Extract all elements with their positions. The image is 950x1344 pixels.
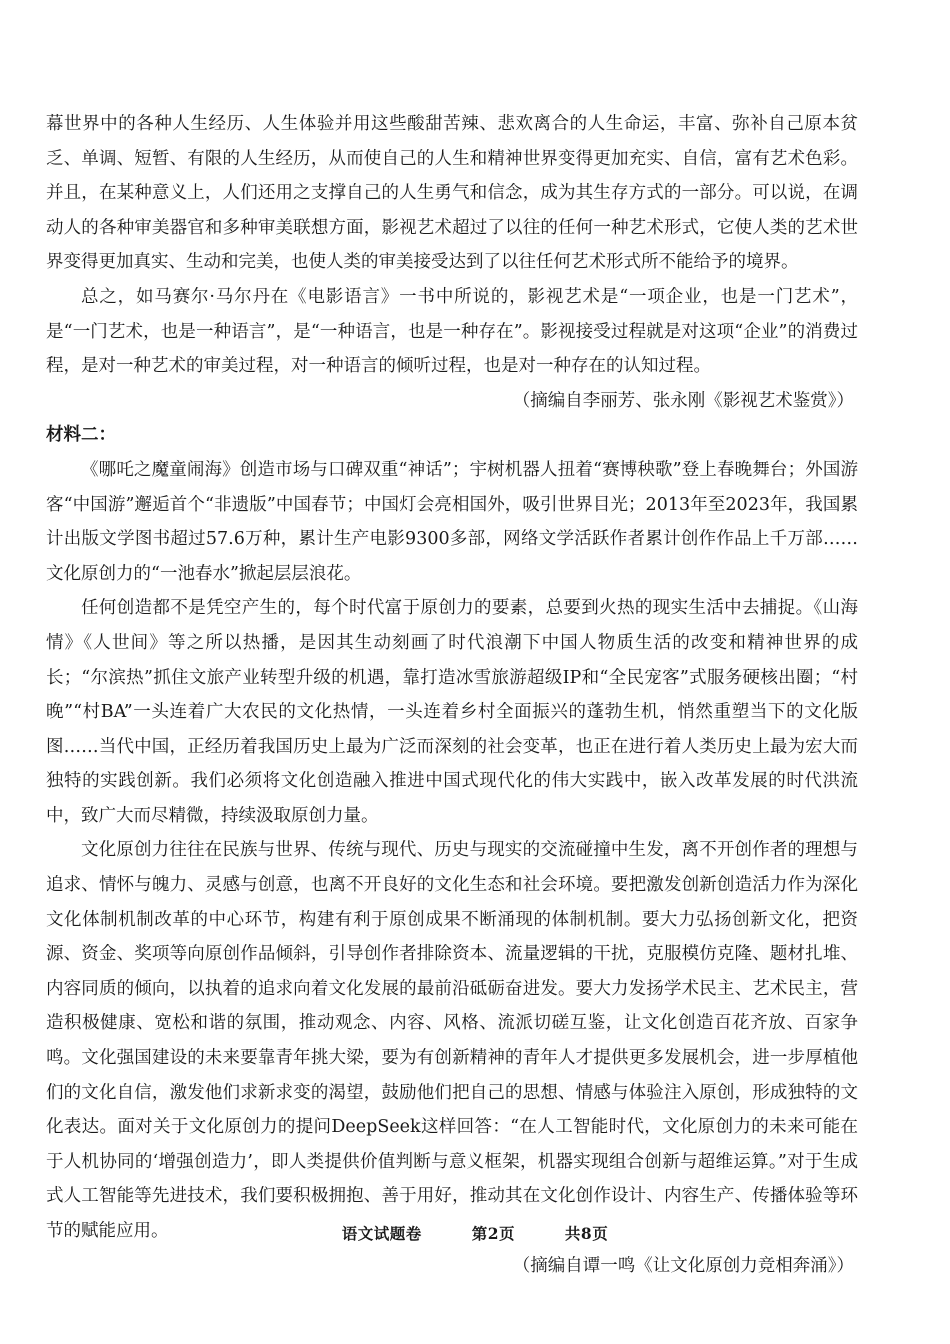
material-one-paragraph-continued: 幕世界中的各种人生经历、人生体验并用这些酸甜苦辣、悲欢离合的人生命运，丰富、弥补自己原本贫乏、单调、短暂、有限的人生经历，从而使自己的人生和精神世界变得更加充实、自信，富有艺术色彩。并且，在某种意义上，人们还用之支撑自己的人生勇气和信念，成为其生存方式的一部分。可以说，在调动人的各种审美器官和多种审美联想方面，影视艺术超过了以往的任何一种艺术形式，它使人类的艺术世界变得更加真实、生动和完美，也使人类的审美接受达到了以往任何艺术形式所不能给予的境界。 [46, 114, 858, 273]
material-two-paragraph-2: 任何创造都不是凭空产生的，每个时代富于原创力的要素，总要到火热的现实生活中去捕捉。《山海情》《人世间》等之所以热播，是因其生动刻画了时代浪潮下中国人物质生活的改变和精神世界的成长；“尔滨热”抓住文旅产业转型升级的机遇，靠打造冰雪旅游超级IP和“全民宠客”式服务硬核出圈；“村晚”“村BA”一头连着广大农民的文化热情，一头连着乡村全面振兴的蓬勃生机，悄然重塑当下的文化版图……当代中国，正经历着我国历史上最为广泛而深刻的社会变革，也正在进行着人类历史上最为宏大而独特的实践创新。我们必须将文化创造融入推进中国式现代化的伟大实践中，嵌入改革发展的时代洪流中，致广大而尽精微，持续汲取原创力量。 [46, 598, 858, 826]
exam-page-body [46, 107, 858, 1283]
material-one-conclusion-paragraph: 总之，如马赛尔·马尔丹在《电影语言》一书中所说的，影视艺术是“一项企业，也是一门艺术”，是“一门艺术，也是一种语言”，是“一种语言，也是一种存在”。影视接受过程就是对这项“企业”的消费过程，是对一种艺术的审美过程，对一种语言的倾听过程，也是对一种存在的认知过程。 [46, 286, 858, 377]
footer-subject: 语文试题卷 [341, 1224, 422, 1243]
footer-page-number: 第2页 [471, 1224, 515, 1243]
material-two-heading: 材料二： [46, 425, 116, 446]
material-two-paragraph-1: 《哪吒之魔童闹海》创造市场与口碑双重“神话”；宇树机器人扭着“赛博秧歌”登上春晚舞台；外国游客“中国游”邂逅首个“非遗版”中国春节；中国灯会亮相国外，吸引世界目光；2013年至2023年，我国累计出版文学图书超过57.6万种，累计生产电影9300多部，网络文学活跃作者累计创作作品上千万部……文化原创力的“一池春水”掀起层层浪花。 [46, 459, 858, 584]
page-footer [0, 1222, 950, 1244]
material-two-source-citation: （摘编自谭一鸣《让文化原创力竞相奔涌》） [512, 1255, 854, 1276]
material-two-paragraph-3: 文化原创力往往在民族与世界、传统与现代、历史与现实的交流碰撞中生发，离不开创作者的理想与追求、情怀与魄力、灵感与创意，也离不开良好的文化生态和社会环境。要把激发创新创造活力作为深化文化体制机制改革的中心环节，构建有利于原创成果不断涌现的体制机制。要大力弘扬创新文化，把资源、资金、奖项等向原创作品倾斜，引导创作者排除资本、流量逻辑的干扰，克服模仿克隆、题材扎堆、内容同质的倾向，以执着的追求向着文化发展的最前沿砥砺奋进发。要大力发扬学术民主、艺术民主，营造积极健康、宽松和谐的氛围，推动观念、内容、风格、流派切磋互鉴，让文化创造百花齐放、百家争鸣。文化强国建设的未来要靠青年挑大梁，要为有创新精神的青年人才提供更多发展机会，进一步厚植他们的文化自信，激发他们求新求变的渴望，鼓励他们把自己的思想、情感与体验注入原创，形成独特的文化表达。面对关于文化原创力的提问DeepSeek这样回答：“在人工智能时代，文化原创力的未来可能在于人机协同的‘增强创造力’，即人类提供价值判断与意义框架，机器实现组合创新与超维运算。”对于生成式人工智能等先进技术，我们要积极拥抱、善于用好，推动其在文化创作设计、内容生产、传播体验等环节的赋能应用。 [46, 840, 858, 1241]
footer-total-pages: 共8页 [564, 1224, 609, 1243]
material-one-source-citation: （摘编自李丽芳、张永刚《影视艺术鉴赏》） [512, 390, 854, 411]
